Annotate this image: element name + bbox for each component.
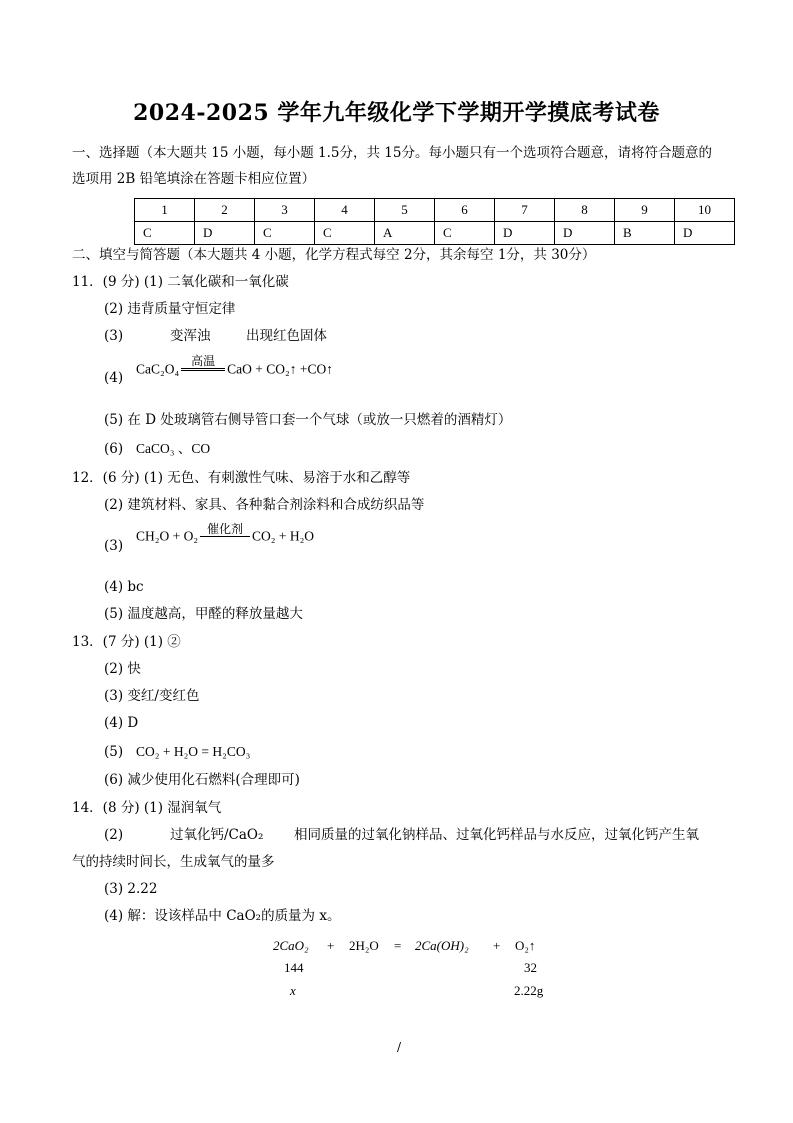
q11-part2: (2) 违背质量守恒定律 — [104, 301, 236, 317]
q14-part2-label: (2) — [104, 827, 124, 843]
q11-part3-answer-b: 出现红色固体 — [246, 328, 327, 344]
answer-number-cell: 3 — [255, 199, 315, 222]
q11-part3-answer-a: 变浑浊 — [170, 328, 211, 344]
q12-part3-label: (3) — [104, 538, 124, 554]
q13-part3: (3) 变红/变红色 — [104, 688, 200, 704]
calc-term1: 2CaO₂ — [273, 938, 309, 953]
calc-plus1: + — [327, 938, 335, 953]
answer-number-cell: 1 — [135, 199, 195, 222]
section1-heading-line1: 一、选择题（本大题共 15 小题，每小题 1.5分，共 15分。每小题只有一个选项符合题意，请将符合题意的 — [72, 145, 712, 161]
q14-part4: (4) 解：设该样品中 CaO₂的质量为 x。 — [104, 908, 341, 924]
answer-table-answer-row — [135, 222, 735, 245]
q13-part4: (4) D — [104, 715, 139, 731]
q13-part5-label: (5) — [104, 744, 124, 760]
calc-plus2: + — [493, 938, 501, 953]
calc-term4: O₂↑ — [515, 938, 536, 953]
q14-head: 14．(8 分) (1) 湿润氧气 — [72, 800, 222, 816]
q11-part3-label: (3) — [104, 328, 124, 344]
q11-part4-label: (4) — [104, 370, 124, 386]
calc-term3: 2Ca(OH)₂ — [415, 938, 469, 953]
calc-term2: 2H₂O — [349, 938, 379, 953]
answer-letter-cell: C — [135, 222, 195, 245]
answer-number-cell: 9 — [615, 199, 675, 222]
page-mark: / — [397, 1040, 402, 1054]
answer-table-number-row — [135, 199, 735, 222]
answer-letter-cell: C — [255, 222, 315, 245]
q12-part5: (5) 温度越高，甲醛的释放量越大 — [104, 606, 303, 622]
q12-eq-right: CO₂ + H₂O — [252, 528, 315, 544]
answer-letter-cell: B — [615, 222, 675, 245]
q14-part2-answer-a: 过氧化钙/CaO₂ — [170, 827, 264, 843]
calc-var4: 2.22g — [514, 983, 544, 998]
answer-number-cell: 7 — [495, 199, 555, 222]
answer-number-cell: 5 — [375, 199, 435, 222]
q12-part4: (4) bc — [104, 579, 144, 595]
section1-heading-line2: 选项用 2B 铅笔填涂在答题卡相应位置） — [72, 171, 316, 187]
q11-part6: CaCO₃ 、CO — [136, 441, 211, 456]
answer-number-cell: 6 — [435, 199, 495, 222]
answer-letter-cell: D — [495, 222, 555, 245]
page-title: 2024-2025 学年九年级化学下学期开学摸底考试卷 — [133, 100, 660, 126]
q13-head: 13．(7 分) (1) ② — [72, 634, 181, 650]
calc-mass4: 32 — [524, 960, 537, 975]
calc-mass1: 144 — [284, 960, 304, 975]
answer-letter-cell: D — [555, 222, 615, 245]
q11-equation — [136, 354, 333, 385]
answer-letter-cell: D — [675, 222, 735, 245]
q11-eq-left: CaC₂O₄ — [136, 361, 180, 377]
answer-letter-cell: D — [195, 222, 255, 245]
answer-number-cell: 2 — [195, 199, 255, 222]
q11-head: 11．(9 分) (1) 二氧化碳和一氧化碳 — [72, 274, 289, 290]
q11-eq-condition: 高温 — [191, 354, 216, 368]
q14-part2-answer-b: 相同质量的过氧化钠样品、过氧化钙样品与水反应，过氧化钙产生氧 — [294, 827, 699, 843]
q12-part2: (2) 建筑材料、家具、各种黏合剂涂料和合成纺织品等 — [104, 497, 425, 513]
q12-head: 12．(6 分) (1) 无色、有刺激性气味、易溶于水和乙醇等 — [72, 470, 411, 486]
answer-table — [134, 198, 735, 245]
answer-number-cell: 10 — [675, 199, 735, 222]
q11-part6-label: (6) — [104, 441, 124, 457]
answer-letter-cell: C — [315, 222, 375, 245]
answer-letter-cell: A — [375, 222, 435, 245]
q12-equation — [136, 522, 314, 551]
q13-part6: (6) 减少使用化石燃料(合理即可) — [104, 772, 300, 788]
answer-letter-cell: C — [435, 222, 495, 245]
calc-equals: = — [394, 938, 402, 953]
q13-part5: CO₂ + H₂O = H₂CO₃ — [136, 744, 251, 759]
q11-part5: (5) 在 D 处玻璃管右侧导管口套一个气球（或放一只燃着的酒精灯） — [104, 412, 512, 428]
q12-eq-condition: 催化剂 — [207, 522, 244, 536]
answer-number-cell: 4 — [315, 199, 375, 222]
q14-part2-answer-c: 气的持续时间长，生成氧气的量多 — [72, 854, 275, 870]
q11-eq-right: CaO + CO₂↑ +CO↑ — [227, 361, 333, 377]
q14-part3: (3) 2.22 — [104, 881, 158, 897]
q13-part2: (2) 快 — [104, 661, 141, 677]
calc-var1: x — [290, 983, 296, 998]
q12-eq-left: CH₂O + O₂ — [136, 528, 199, 544]
section2-heading: 二、填空与简答题（本大题共 4 小题，化学方程式每空 2分，其余每空 1分，共 30分） — [72, 247, 596, 263]
answer-number-cell: 8 — [555, 199, 615, 222]
